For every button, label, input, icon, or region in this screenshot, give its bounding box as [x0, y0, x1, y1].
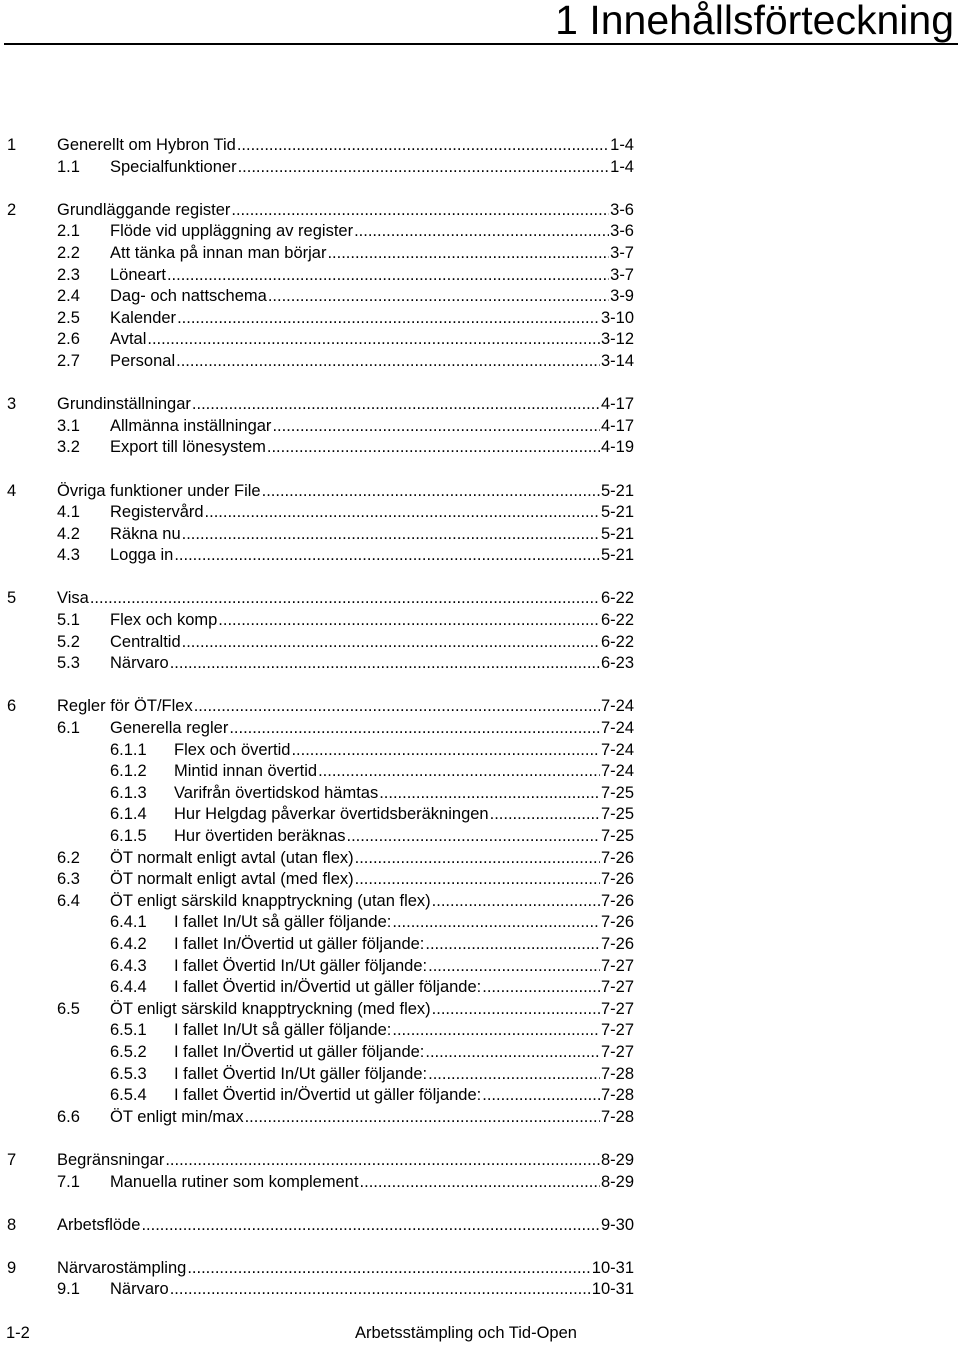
toc-entry-page: 7-24: [600, 740, 634, 759]
toc-dot-leader: [291, 740, 600, 762]
toc-entry-page: 8-29: [600, 1150, 634, 1169]
toc-entry-page: 3-7: [610, 265, 634, 284]
toc-entry-page: 7-26: [600, 870, 634, 889]
toc-entry[interactable]: [0, 999, 640, 1021]
toc-entry-title: Övriga funktioner under File: [57, 481, 261, 500]
toc-dot-leader: [425, 1042, 600, 1064]
toc-entry-page: 1-4: [610, 136, 634, 154]
toc-entry-title: Flex och komp: [110, 611, 218, 630]
toc-entry-number: 3: [7, 395, 17, 414]
toc-entry[interactable]: [0, 1279, 640, 1301]
toc-entry-page: 6-23: [600, 654, 634, 673]
toc-entry-title: Allmänna inställningar: [110, 416, 272, 435]
toc-entry-number: 4.1: [57, 503, 80, 522]
toc-entry-page: 3-10: [600, 308, 634, 327]
toc-entry[interactable]: [0, 869, 640, 891]
toc-dot-leader: [490, 804, 600, 826]
toc-entry[interactable]: [0, 286, 640, 308]
toc-entry-page: 7-25: [600, 783, 634, 802]
toc-entry-page: 7-25: [600, 827, 634, 845]
toc-dot-leader: [176, 351, 600, 373]
toc-entry-title: I fallet In/Övertid ut gäller följande:: [174, 1042, 425, 1061]
toc-dot-leader: [170, 1279, 591, 1301]
toc-entry-number: 5.3: [57, 654, 80, 673]
toc-entry-page: 7-24: [600, 719, 634, 738]
toc-entry-page: 7-26: [600, 934, 634, 953]
toc-entry-title: Specialfunktioner: [110, 157, 237, 176]
toc-entry[interactable]: [0, 545, 640, 567]
toc-entry-number: 9.1: [57, 1280, 80, 1299]
toc-entry-number: 6.1.1: [110, 740, 147, 759]
toc-entry-title: ÖT normalt enligt avtal (med flex): [110, 870, 354, 889]
toc-entry[interactable]: [0, 1107, 640, 1129]
toc-entry-number: 6.4.3: [110, 956, 147, 975]
toc-entry[interactable]: [0, 200, 640, 222]
toc-entry-number: 1: [7, 136, 17, 154]
toc-dot-leader: [355, 869, 600, 891]
toc-entry[interactable]: [0, 956, 640, 978]
toc-entry[interactable]: [0, 977, 640, 999]
toc-entry[interactable]: [0, 502, 640, 524]
toc-entry-title: Begränsningar: [57, 1150, 165, 1169]
toc-entry-number: 7.1: [57, 1172, 80, 1191]
toc-dot-leader: [355, 848, 600, 870]
toc-entry-number: 6.1.5: [110, 827, 147, 845]
toc-dot-leader: [147, 329, 600, 351]
toc-entry-number: 6.4.1: [110, 913, 147, 932]
toc-dot-leader: [170, 653, 600, 675]
toc-entry-page: 10-31: [591, 1258, 634, 1277]
toc-entry-title: Varifrån övertidskod hämtas: [174, 783, 379, 802]
toc-dot-leader: [187, 1258, 590, 1280]
toc-entry-title: Närvarostämpling: [57, 1258, 187, 1277]
toc-entry-number: 1.1: [57, 157, 80, 176]
toc-entry[interactable]: [0, 416, 640, 438]
toc-entry[interactable]: [0, 826, 640, 848]
toc-entry[interactable]: [0, 1172, 640, 1194]
toc-entry-title: I fallet Övertid in/Övertid ut gäller följande:: [174, 1086, 482, 1105]
toc-entry-page: 1-4: [610, 157, 634, 176]
toc-entry-title: Generellt om Hybron Tid: [57, 136, 236, 154]
toc-entry[interactable]: [0, 329, 640, 351]
toc-entry-number: 4: [7, 481, 17, 500]
toc-entry-number: 8: [7, 1215, 17, 1234]
toc-entry-title: I fallet Övertid In/Ut gäller följande:: [174, 956, 428, 975]
toc-entry-page: 7-27: [600, 956, 634, 975]
toc-entry-number: 6.4.2: [110, 934, 147, 953]
toc-dot-leader: [238, 157, 610, 179]
toc-dot-leader: [167, 265, 609, 287]
toc-dot-leader: [182, 632, 600, 654]
page-title: 1 Innehållsförteckning: [555, 0, 954, 43]
toc-entry[interactable]: [0, 1150, 640, 1172]
toc-entry-title: Att tänka på innan man börjar: [110, 243, 327, 262]
toc-entry-page: 3-12: [600, 330, 634, 349]
toc-entry-title: Närvaro: [110, 654, 169, 673]
title-rule: [4, 43, 958, 45]
toc-entry-number: 6.4: [57, 891, 80, 910]
toc-entry[interactable]: [0, 934, 640, 956]
toc-entry[interactable]: [0, 481, 640, 503]
toc-entry-title: Grundinställningar: [57, 395, 191, 414]
toc-entry[interactable]: [0, 1085, 640, 1107]
toc-entry-page: 3-9: [610, 287, 634, 306]
toc-entry-page: 7-28: [600, 1107, 634, 1126]
toc-entry[interactable]: [0, 157, 640, 179]
toc-entry-page: 5-21: [600, 546, 634, 565]
toc-entry-title: Hur Helgdag påverkar övertidsberäkningen: [174, 805, 489, 824]
toc-entry-page: 3-14: [600, 351, 634, 370]
toc-dot-leader: [347, 826, 600, 848]
toc-entry-title: Generella regler: [110, 719, 229, 738]
toc-entry-page: 5-21: [600, 481, 634, 500]
toc-entry-title: Regler för ÖT/Flex: [57, 697, 193, 716]
toc-dot-leader: [425, 934, 600, 956]
toc-dot-leader: [165, 1150, 600, 1172]
toc-entry-page: 7-26: [600, 848, 634, 867]
toc-entry-title: ÖT enligt särskild knapptryckning (utan flex): [110, 891, 431, 910]
footer-page-number: 1-2: [6, 1324, 30, 1342]
toc-entry[interactable]: [0, 308, 640, 330]
toc-entry-number: 6.5.1: [110, 1021, 147, 1040]
toc-entry-title: Grundläggande register: [57, 200, 231, 219]
toc-entry-number: 5.1: [57, 611, 80, 630]
toc-entry[interactable]: [0, 135, 640, 157]
toc-entry[interactable]: [0, 610, 640, 632]
toc-entry[interactable]: [0, 1042, 640, 1064]
toc-entry-number: 6.5.4: [110, 1086, 147, 1105]
footer-document-title: Arbetsstämpling och Tid-Open: [355, 1324, 577, 1342]
toc-entry-title: Centraltid: [110, 632, 181, 651]
toc-entry-number: 6.2: [57, 848, 80, 867]
toc-entry[interactable]: [0, 243, 640, 265]
toc-entry-title: Löneart: [110, 265, 166, 284]
toc-entry-title: Export till lönesystem: [110, 438, 266, 457]
toc-dot-leader: [318, 761, 600, 783]
toc-entry-number: 6.1: [57, 719, 80, 738]
toc-dot-leader: [432, 891, 600, 913]
toc-entry-title: ÖT enligt särskild knapptryckning (med flex): [110, 999, 431, 1018]
toc-entry[interactable]: [0, 718, 640, 740]
toc-entry-number: 7: [7, 1150, 17, 1169]
toc-entry-title: Visa: [57, 589, 89, 608]
toc-entry-number: 6.5: [57, 999, 80, 1018]
toc-entry[interactable]: [0, 804, 640, 826]
toc-entry-number: 6.6: [57, 1107, 80, 1126]
toc-entry[interactable]: [0, 761, 640, 783]
toc-entry-number: 5.2: [57, 632, 80, 651]
toc-entry-number: 9: [7, 1258, 17, 1277]
toc-dot-leader: [272, 416, 600, 438]
toc-entry-page: 7-24: [600, 762, 634, 781]
toc-entry-number: 6.1.4: [110, 805, 147, 824]
toc-entry-page: 3-7: [610, 243, 634, 262]
toc-entry-page: 7-28: [600, 1064, 634, 1083]
toc-entry[interactable]: [0, 1020, 640, 1042]
toc-entry-page: 4-19: [600, 438, 634, 457]
toc-dot-leader: [177, 308, 600, 330]
toc-entry-title: Logga in: [110, 546, 174, 565]
toc-entry-number: 2.3: [57, 265, 80, 284]
toc-dot-leader: [268, 286, 609, 308]
toc-entry-title: Flex och övertid: [174, 740, 291, 759]
toc-entry-number: 2.4: [57, 287, 80, 306]
toc-entry-number: 3.1: [57, 416, 80, 435]
toc-entry-title: ÖT normalt enligt avtal (utan flex): [110, 848, 354, 867]
toc-entry-title: Personal: [110, 351, 176, 370]
toc-dot-leader: [182, 524, 600, 546]
toc-entry-title: ÖT enligt min/max: [110, 1107, 244, 1126]
toc-entry-title: I fallet In/Ut så gäller följande:: [174, 913, 392, 932]
toc-dot-leader: [392, 912, 600, 934]
toc-entry-page: 7-25: [600, 805, 634, 824]
toc-dot-leader: [192, 394, 600, 416]
toc-entry-title: Arbetsflöde: [57, 1215, 141, 1234]
toc-dot-leader: [482, 977, 600, 999]
table-of-contents: [0, 135, 640, 1301]
toc-entry-number: 6.1.3: [110, 783, 147, 802]
toc-entry[interactable]: [0, 912, 640, 934]
toc-entry-page: 5-21: [600, 503, 634, 522]
toc-entry-page: 5-21: [600, 524, 634, 543]
toc-entry[interactable]: [0, 221, 640, 243]
toc-dot-leader: [360, 1172, 600, 1194]
toc-entry-number: 6.1.2: [110, 762, 147, 781]
toc-entry[interactable]: [0, 394, 640, 416]
toc-entry-page: 6-22: [600, 632, 634, 651]
toc-entry-page: 7-28: [600, 1086, 634, 1105]
toc-entry-number: 2.7: [57, 351, 80, 370]
toc-dot-leader: [354, 221, 609, 243]
toc-entry-number: 2.6: [57, 330, 80, 349]
toc-entry[interactable]: [0, 1064, 640, 1086]
toc-entry-page: 10-31: [591, 1280, 634, 1299]
toc-entry-title: Manuella rutiner som komplement: [110, 1172, 359, 1191]
toc-entry-number: 5: [7, 589, 17, 608]
toc-dot-leader: [205, 502, 600, 524]
toc-entry[interactable]: [0, 783, 640, 805]
toc-entry-number: 2.2: [57, 243, 80, 262]
toc-dot-leader: [379, 783, 600, 805]
toc-dot-leader: [245, 1107, 600, 1129]
toc-entry-title: I fallet In/Ut så gäller följande:: [174, 1021, 392, 1040]
toc-entry[interactable]: [0, 524, 640, 546]
toc-entry[interactable]: [0, 848, 640, 870]
toc-entry-title: Flöde vid uppläggning av register: [110, 222, 354, 241]
toc-entry-number: 6: [7, 697, 17, 716]
toc-entry-page: 8-29: [600, 1172, 634, 1191]
toc-entry[interactable]: [0, 1215, 640, 1237]
toc-entry-number: 6.5.2: [110, 1042, 147, 1061]
toc-dot-leader: [428, 1064, 600, 1086]
toc-entry-title: Hur övertiden beräknas: [174, 827, 346, 845]
toc-entry[interactable]: [0, 632, 640, 654]
toc-entry-title: Registervård: [110, 503, 204, 522]
toc-entry-page: 7-27: [600, 1042, 634, 1061]
toc-entry-number: 3.2: [57, 438, 80, 457]
toc-entry-title: I fallet Övertid In/Ut gäller följande:: [174, 1064, 428, 1083]
toc-dot-leader: [482, 1085, 600, 1107]
toc-dot-leader: [432, 999, 600, 1021]
toc-entry[interactable]: [0, 265, 640, 287]
toc-dot-leader: [231, 200, 609, 222]
toc-entry-title: Avtal: [110, 330, 147, 349]
toc-entry-title: Närvaro: [110, 1280, 169, 1299]
toc-entry[interactable]: [0, 1258, 640, 1280]
toc-dot-leader: [267, 437, 600, 459]
toc-entry-title: Kalender: [110, 308, 177, 327]
toc-entry-number: 6.3: [57, 870, 80, 889]
toc-dot-leader: [90, 588, 600, 610]
toc-entry-page: 9-30: [600, 1215, 634, 1234]
toc-entry[interactable]: [0, 653, 640, 675]
toc-entry-title: Mintid innan övertid: [174, 762, 318, 781]
toc-entry-page: 7-27: [600, 1021, 634, 1040]
toc-entry[interactable]: [0, 740, 640, 762]
toc-dot-leader: [194, 696, 600, 718]
toc-entry-page: 4-17: [600, 416, 634, 435]
toc-entry-title: I fallet In/Övertid ut gäller följande:: [174, 934, 425, 953]
toc-entry-number: 2: [7, 200, 17, 219]
toc-entry[interactable]: [0, 696, 640, 718]
toc-entry-page: 4-17: [600, 395, 634, 414]
toc-entry[interactable]: [0, 891, 640, 913]
toc-dot-leader: [327, 243, 609, 265]
toc-entry-title: Dag- och nattschema: [110, 287, 267, 306]
toc-entry-number: 6.4.4: [110, 978, 147, 997]
toc-entry-page: 7-27: [600, 978, 634, 997]
toc-dot-leader: [141, 1215, 600, 1237]
toc-entry[interactable]: [0, 437, 640, 459]
toc-entry-title: I fallet Övertid in/Övertid ut gäller följande:: [174, 978, 482, 997]
toc-entry-page: 6-22: [600, 611, 634, 630]
toc-dot-leader: [237, 135, 609, 157]
toc-entry-number: 6.5.3: [110, 1064, 147, 1083]
toc-entry-page: 6-22: [600, 589, 634, 608]
toc-entry-number: 2.1: [57, 222, 80, 241]
toc-entry-page: 7-24: [600, 697, 634, 716]
toc-entry[interactable]: [0, 351, 640, 373]
toc-entry-page: 3-6: [610, 200, 634, 219]
toc-dot-leader: [262, 481, 600, 503]
toc-dot-leader: [229, 718, 600, 740]
toc-entry[interactable]: [0, 588, 640, 610]
toc-dot-leader: [218, 610, 600, 632]
toc-entry-page: 7-26: [600, 913, 634, 932]
toc-entry-number: 4.2: [57, 524, 80, 543]
toc-dot-leader: [174, 545, 600, 567]
toc-entry-page: 7-26: [600, 891, 634, 910]
toc-entry-page: 7-27: [600, 999, 634, 1018]
toc-entry-number: 2.5: [57, 308, 80, 327]
toc-dot-leader: [392, 1020, 600, 1042]
toc-entry-number: 4.3: [57, 546, 80, 565]
toc-entry-page: 3-6: [610, 222, 634, 241]
toc-entry-title: Räkna nu: [110, 524, 181, 543]
toc-dot-leader: [428, 956, 600, 978]
